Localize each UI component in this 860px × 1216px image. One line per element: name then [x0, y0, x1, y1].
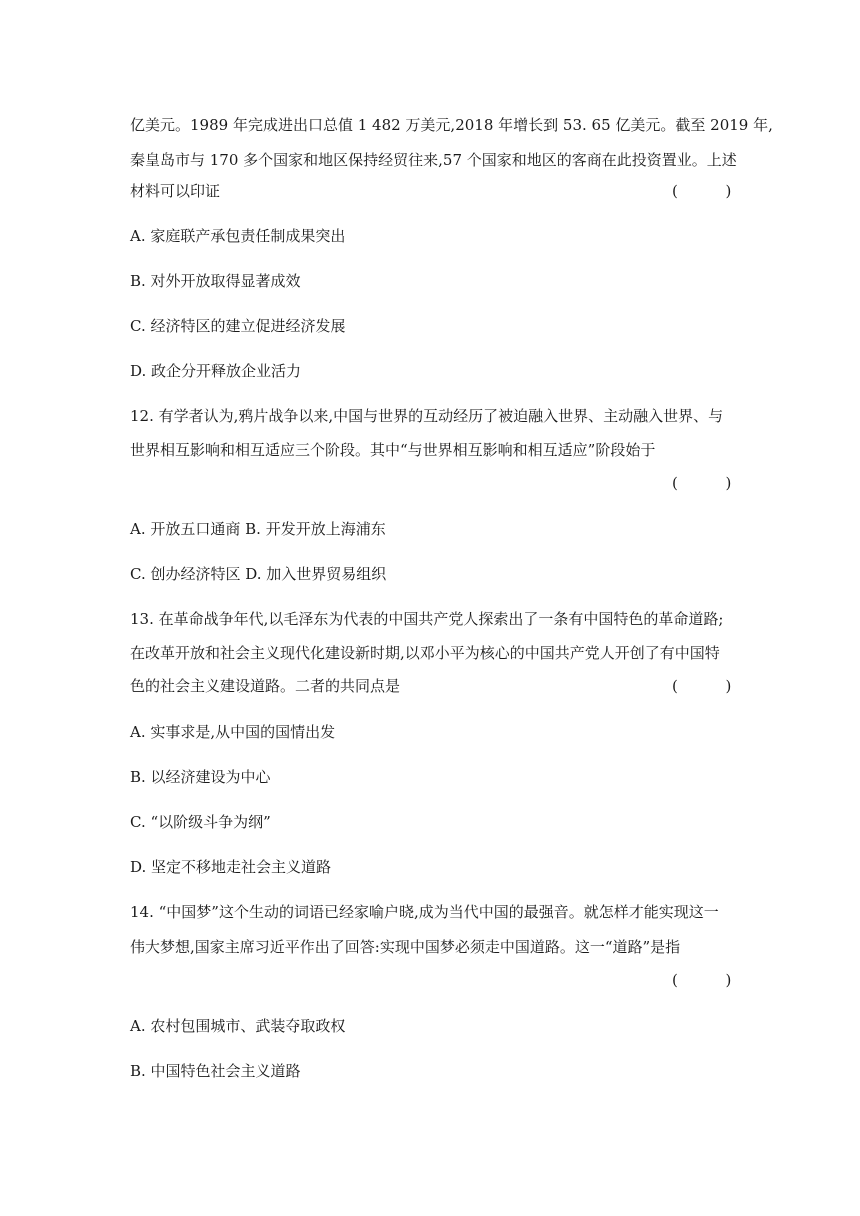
q14-stem-line-1: 14. “中国梦”这个生动的词语已经家喻户晓,成为当代中国的最强音。就怎样才能实现这一 — [130, 903, 719, 921]
q12-stem-line-1: 12. 有学者认为,鸦片战争以来,中国与世界的互动经历了被迫融入世界、主动融入世界、与 — [130, 407, 724, 425]
q13-stem-line-1: 13. 在革命战争年代,以毛泽东为代表的中国共产党人探索出了一条有中国特色的革命道路; — [130, 610, 724, 628]
q11-option-c: C. 经济特区的建立促进经济发展 — [130, 317, 346, 335]
q11-option-a: A. 家庭联产承包责任制成果突出 — [130, 227, 346, 245]
q14-option-b: B. 中国特色社会主义道路 — [130, 1062, 301, 1080]
q12-stem-line-2: 世界相互影响和相互适应三个阶段。其中“与世界相互影响和相互适应”阶段始于 — [130, 441, 656, 459]
q11-option-b: B. 对外开放取得显著成效 — [130, 272, 301, 290]
q11-stem-line-1: 亿美元。1989 年完成进出口总值 1 482 万美元,2018 年增长到 53. 65 亿美元。截至 2019 年, — [130, 116, 773, 134]
q11-option-d: D. 政企分开释放企业活力 — [130, 362, 302, 380]
q11-stem-line-3: 材料可以印证 — [130, 182, 221, 200]
q14-option-a: A. 农村包围城市、武装夺取政权 — [130, 1017, 346, 1035]
q13-stem-line-3: 色的社会主义建设道路。二者的共同点是 — [130, 677, 401, 695]
q13-option-c: C. “以阶级斗争为纲” — [130, 813, 271, 831]
q12-options-row-2: C. 创办经济特区 D. 加入世界贸易组织 — [130, 565, 387, 583]
q14-answer-blank: ( ) — [672, 971, 732, 989]
q11-answer-blank: ( ) — [672, 182, 732, 200]
q13-answer-blank: ( ) — [672, 677, 732, 695]
q12-answer-blank: ( ) — [672, 474, 732, 492]
q13-stem-line-2: 在改革开放和社会主义现代化建设新时期,以邓小平为核心的中国共产党人开创了有中国特 — [130, 644, 720, 662]
q13-option-d: D. 坚定不移地走社会主义道路 — [130, 858, 332, 876]
q13-option-a: A. 实事求是,从中国的国情出发 — [130, 723, 336, 741]
q11-stem-line-2: 秦皇岛市与 170 多个国家和地区保持经贸往来,57 个国家和地区的客商在此投资置业。上述 — [130, 151, 737, 169]
q14-stem-line-2: 伟大梦想,国家主席习近平作出了回答:实现中国梦必须走中国道路。这一“道路”是指 — [130, 938, 681, 956]
q13-option-b: B. 以经济建设为中心 — [130, 768, 271, 786]
q12-options-row-1: A. 开放五口通商 B. 开发开放上海浦东 — [130, 520, 386, 538]
